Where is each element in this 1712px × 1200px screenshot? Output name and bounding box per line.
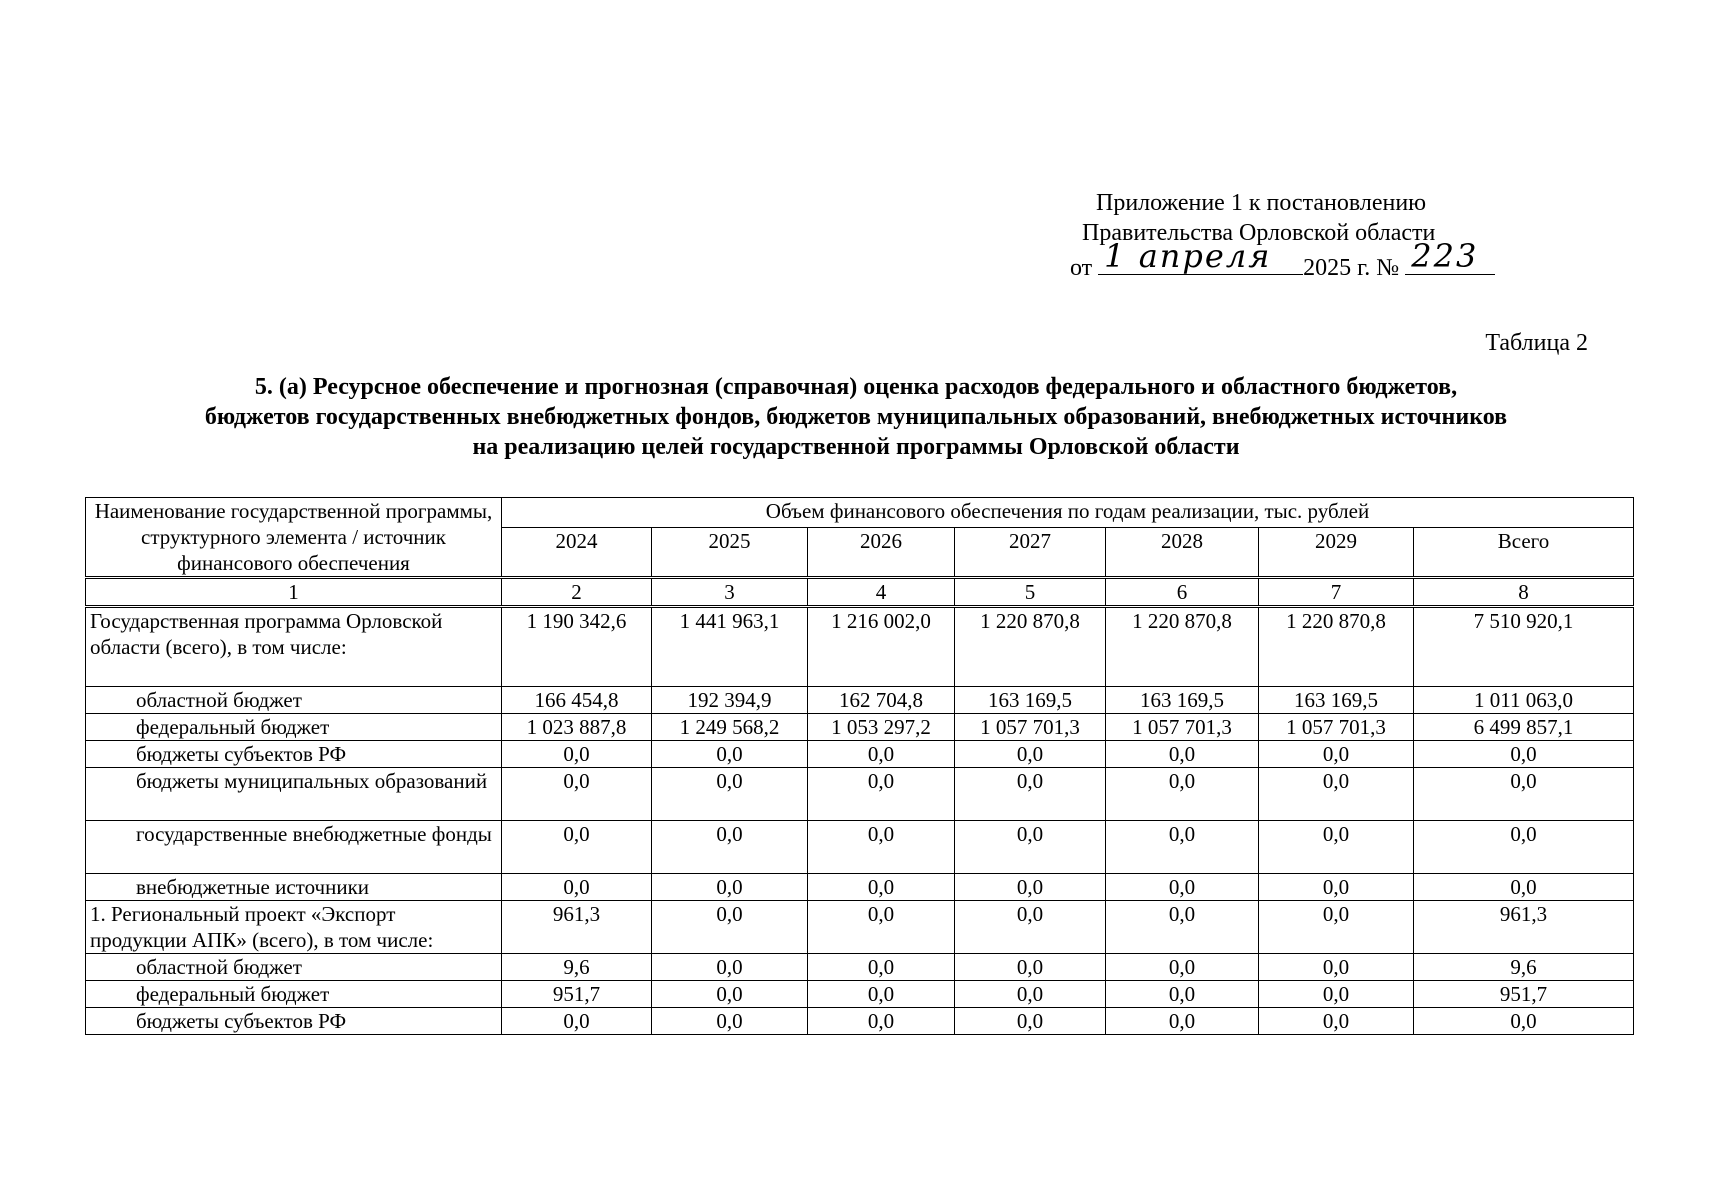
row-value: 0,0 <box>502 768 652 821</box>
row-value: 0,0 <box>1259 821 1414 874</box>
year-text: 2025 г. № <box>1303 255 1400 281</box>
table-row <box>86 1008 1634 1035</box>
row-value: 1 220 870,8 <box>955 607 1106 687</box>
row-value: 0,0 <box>808 1008 955 1035</box>
row-value: 0,0 <box>955 901 1106 954</box>
table-row <box>86 714 1634 741</box>
row-value: 0,0 <box>502 821 652 874</box>
column-numbers-row <box>86 578 1634 607</box>
row-value: 9,6 <box>1414 954 1634 981</box>
row-name: внебюджетные источники <box>86 874 502 901</box>
table-row <box>86 901 1634 954</box>
row-value: 0,0 <box>1259 981 1414 1008</box>
column-number: 2 <box>502 578 652 607</box>
appendix-prefix: от <box>1070 255 1093 281</box>
row-value: 951,7 <box>502 981 652 1008</box>
row-value: 0,0 <box>652 954 808 981</box>
row-value: 0,0 <box>652 768 808 821</box>
row-value: 7 510 920,1 <box>1414 607 1634 687</box>
row-value: 0,0 <box>652 741 808 768</box>
row-name: 1. Региональный проект «Экспорт продукции АПК» (всего), в том числе: <box>86 901 502 954</box>
row-name: бюджеты муниципальных образований <box>86 768 502 821</box>
number-blank <box>1405 237 1495 275</box>
row-value: 0,0 <box>1106 768 1259 821</box>
appendix-line-1: Приложение 1 к постановлению <box>1096 190 1427 216</box>
table-row <box>86 954 1634 981</box>
row-value: 1 220 870,8 <box>1106 607 1259 687</box>
title-line-3: на реализацию целей государственной программы Орловской области <box>472 434 1240 460</box>
handwritten-date: 1 апреля <box>1104 237 1272 275</box>
row-value: 0,0 <box>1414 1008 1634 1035</box>
row-value: 0,0 <box>1259 741 1414 768</box>
row-name: федеральный бюджет <box>86 981 502 1008</box>
row-value: 163 169,5 <box>1259 687 1414 714</box>
row-value: 0,0 <box>652 821 808 874</box>
row-value: 6 499 857,1 <box>1414 714 1634 741</box>
column-number: 6 <box>1106 578 1259 607</box>
row-value: 0,0 <box>652 981 808 1008</box>
row-value: 0,0 <box>1414 821 1634 874</box>
row-name: бюджеты субъектов РФ <box>86 741 502 768</box>
row-value: 0,0 <box>808 981 955 1008</box>
row-value: 162 704,8 <box>808 687 955 714</box>
row-value: 0,0 <box>1414 741 1634 768</box>
row-value: 0,0 <box>955 874 1106 901</box>
row-value: 1 216 002,0 <box>808 607 955 687</box>
row-value: 163 169,5 <box>1106 687 1259 714</box>
table-body <box>86 607 1634 1035</box>
year-header: 2029 <box>1259 528 1414 578</box>
row-value: 0,0 <box>955 954 1106 981</box>
table-row <box>86 741 1634 768</box>
row-name: государственные внебюджетные фонды <box>86 821 502 874</box>
row-name: областной бюджет <box>86 954 502 981</box>
table-row <box>86 874 1634 901</box>
year-header: 2024 <box>502 528 652 578</box>
row-value: 1 249 568,2 <box>652 714 808 741</box>
table-row <box>86 687 1634 714</box>
row-value: 1 057 701,3 <box>955 714 1106 741</box>
row-value: 0,0 <box>652 874 808 901</box>
row-name: бюджеты субъектов РФ <box>86 1008 502 1035</box>
row-value: 0,0 <box>955 741 1106 768</box>
column-number: 7 <box>1259 578 1414 607</box>
row-value: 0,0 <box>1259 874 1414 901</box>
row-value: 1 057 701,3 <box>1259 714 1414 741</box>
row-value: 0,0 <box>652 901 808 954</box>
row-value: 0,0 <box>1414 874 1634 901</box>
total-header: Всего <box>1414 528 1634 578</box>
row-value: 0,0 <box>955 821 1106 874</box>
row-value: 0,0 <box>808 901 955 954</box>
title-line-2: бюджетов государственных внебюджетных фондов, бюджетов муниципальных образований, внебюджетных источников <box>204 404 1508 430</box>
volume-header: Объем финансового обеспечения по годам реализации, тыс. рублей <box>502 498 1634 528</box>
row-value: 951,7 <box>1414 981 1634 1008</box>
row-value: 9,6 <box>502 954 652 981</box>
row-value: 0,0 <box>1259 954 1414 981</box>
row-value: 1 011 063,0 <box>1414 687 1634 714</box>
row-value: 961,3 <box>1414 901 1634 954</box>
row-value: 0,0 <box>808 821 955 874</box>
column-number: 1 <box>86 578 502 607</box>
table-row <box>86 607 1634 687</box>
row-value: 1 023 887,8 <box>502 714 652 741</box>
table-row <box>86 821 1634 874</box>
row-value: 163 169,5 <box>955 687 1106 714</box>
column-number: 3 <box>652 578 808 607</box>
row-value: 0,0 <box>1259 901 1414 954</box>
row-value: 0,0 <box>1106 901 1259 954</box>
appendix-line-3 <box>1070 237 1495 283</box>
name-column-header: Наименование государственной программы, структурного элемента / источник финансового обеспечения <box>86 498 502 578</box>
row-value: 0,0 <box>502 1008 652 1035</box>
row-value: 0,0 <box>955 768 1106 821</box>
row-value: 1 190 342,6 <box>502 607 652 687</box>
title-line-1: 5. (а) Ресурсное обеспечение и прогнозная (справочная) оценка расходов федерального и областного бюджетов, <box>254 374 1458 400</box>
date-blank <box>1098 237 1303 275</box>
row-value: 1 053 297,2 <box>808 714 955 741</box>
row-value: 0,0 <box>1106 954 1259 981</box>
row-value: 192 394,9 <box>652 687 808 714</box>
year-header: 2026 <box>808 528 955 578</box>
row-value: 0,0 <box>652 1008 808 1035</box>
row-value: 0,0 <box>808 874 955 901</box>
table-row <box>86 768 1634 821</box>
row-value: 0,0 <box>1106 1008 1259 1035</box>
column-number: 5 <box>955 578 1106 607</box>
appendix-line-2: Правительства Орловской области <box>1082 220 1436 246</box>
row-value: 961,3 <box>502 901 652 954</box>
row-value: 0,0 <box>808 768 955 821</box>
row-value: 0,0 <box>955 981 1106 1008</box>
budget-table <box>85 497 1634 1035</box>
row-value: 0,0 <box>1259 1008 1414 1035</box>
document-title <box>0 372 1712 462</box>
row-value: 0,0 <box>808 954 955 981</box>
column-number: 4 <box>808 578 955 607</box>
row-value: 0,0 <box>1414 768 1634 821</box>
row-value: 1 057 701,3 <box>1106 714 1259 741</box>
year-header: 2027 <box>955 528 1106 578</box>
row-name: Государственная программа Орловской области (всего), в том числе: <box>86 607 502 687</box>
row-value: 0,0 <box>1259 768 1414 821</box>
header-row-1 <box>86 498 1634 528</box>
row-value: 0,0 <box>1106 981 1259 1008</box>
row-name: областной бюджет <box>86 687 502 714</box>
column-number: 8 <box>1414 578 1634 607</box>
appendix-header <box>1070 188 1495 283</box>
row-value: 0,0 <box>955 1008 1106 1035</box>
row-value: 0,0 <box>1106 741 1259 768</box>
year-header: 2028 <box>1106 528 1259 578</box>
year-header: 2025 <box>652 528 808 578</box>
table-row <box>86 981 1634 1008</box>
row-value: 0,0 <box>808 741 955 768</box>
row-value: 0,0 <box>502 874 652 901</box>
handwritten-number: 223 <box>1411 237 1479 275</box>
table-label: Таблица 2 <box>1485 330 1588 356</box>
row-value: 0,0 <box>1106 874 1259 901</box>
row-value: 1 441 963,1 <box>652 607 808 687</box>
row-name: федеральный бюджет <box>86 714 502 741</box>
row-value: 1 220 870,8 <box>1259 607 1414 687</box>
row-value: 0,0 <box>502 741 652 768</box>
row-value: 166 454,8 <box>502 687 652 714</box>
row-value: 0,0 <box>1106 821 1259 874</box>
